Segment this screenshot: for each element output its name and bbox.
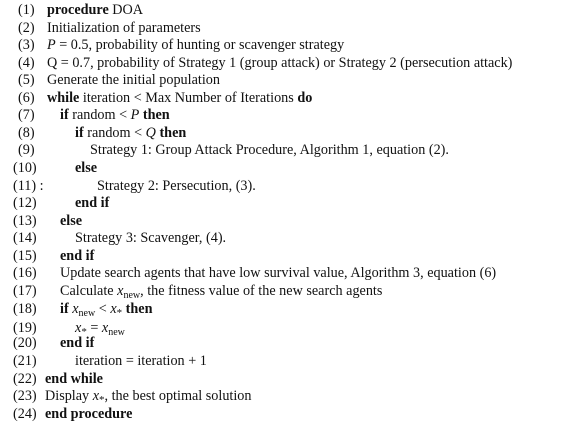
code-text: DOA bbox=[108, 2, 144, 18]
code-text: random < bbox=[83, 124, 146, 141]
line-number: (2) bbox=[18, 19, 35, 36]
code-text: Strategy 3: Scavenger, (4). bbox=[75, 230, 227, 247]
line-number: (7) bbox=[18, 107, 35, 124]
code-text: Generate the initial population bbox=[47, 72, 220, 89]
keyword: end procedure bbox=[45, 405, 133, 422]
code-text: Strategy 1: Group Attack Procedure, Algorithm 1, equation (2). bbox=[90, 142, 449, 159]
line-number: (5) bbox=[18, 72, 35, 89]
keyword: if bbox=[75, 124, 84, 141]
code-text: iteration = iteration + 1 bbox=[75, 353, 207, 369]
code-text: Calculate bbox=[60, 282, 118, 299]
line-number: (24) bbox=[13, 405, 37, 422]
line-number: (10) bbox=[13, 159, 37, 176]
code-text: Strategy 2: Persecution, (3). bbox=[97, 177, 256, 194]
line-code bbox=[47, 90, 312, 107]
line-code bbox=[45, 371, 103, 388]
line-code bbox=[60, 248, 94, 265]
code-text: < bbox=[95, 301, 111, 318]
code-text: x bbox=[110, 301, 117, 318]
subscript: new bbox=[108, 326, 125, 338]
line-code bbox=[75, 353, 207, 370]
line-number: (8) bbox=[18, 124, 35, 141]
code-text: * bbox=[99, 394, 105, 407]
line-number: (19) bbox=[13, 319, 37, 336]
keyword: then bbox=[139, 107, 170, 124]
line-number: (6) bbox=[18, 89, 35, 106]
code-text: P bbox=[47, 37, 56, 54]
line-number: (11) : bbox=[13, 177, 44, 194]
subscript: new bbox=[123, 289, 141, 301]
keyword: do bbox=[297, 89, 313, 106]
code-text: x bbox=[101, 319, 109, 336]
line-code bbox=[75, 160, 97, 177]
keyword: while bbox=[47, 89, 80, 106]
line-code bbox=[97, 178, 256, 195]
line-number: (21) bbox=[13, 353, 37, 369]
code-text: random < bbox=[68, 107, 131, 124]
code-text: = bbox=[86, 319, 102, 336]
line-code bbox=[75, 230, 226, 247]
code-text: Update search agents that have low survival value, Algorithm 3, equation (6) bbox=[60, 265, 497, 282]
code-text: , the best optimal solution bbox=[104, 388, 252, 405]
line-code bbox=[75, 195, 109, 212]
line-number: (20) bbox=[13, 335, 37, 352]
line-number: (14) bbox=[13, 230, 37, 247]
line-code bbox=[60, 213, 82, 230]
code-text: Display bbox=[45, 388, 93, 405]
line-code bbox=[60, 283, 382, 300]
keyword: then bbox=[122, 301, 153, 318]
line-number: (12) bbox=[13, 195, 37, 212]
line-code bbox=[60, 265, 496, 282]
code-text: Initialization of parameters bbox=[47, 19, 201, 36]
code-text: P bbox=[130, 107, 140, 124]
code-text: * bbox=[116, 307, 123, 320]
line-number: (18) bbox=[13, 301, 37, 318]
line-code bbox=[47, 55, 512, 72]
line-number: (1) bbox=[18, 2, 35, 18]
code-text: = 0.5, probability of hunting or scavenger strategy bbox=[55, 37, 345, 54]
code-text: x bbox=[92, 388, 99, 405]
code-text: Q bbox=[145, 124, 156, 141]
code-text: x bbox=[117, 282, 124, 299]
line-code bbox=[47, 72, 220, 89]
line-code bbox=[47, 2, 143, 19]
keyword: else bbox=[75, 159, 98, 176]
code-text: x bbox=[72, 301, 79, 318]
line-number: (3) bbox=[18, 37, 35, 54]
keyword: end if bbox=[60, 247, 95, 264]
line-number: (15) bbox=[13, 247, 37, 264]
line-code bbox=[75, 125, 186, 142]
code-text: x bbox=[75, 319, 82, 336]
line-code bbox=[60, 335, 94, 352]
line-number: (9) bbox=[18, 142, 35, 159]
line-number: (23) bbox=[13, 388, 37, 405]
line-code bbox=[45, 406, 132, 423]
line-number: (16) bbox=[13, 265, 37, 282]
keyword: end if bbox=[60, 335, 95, 352]
code-text: iteration < Max Number of Iterations bbox=[79, 89, 298, 106]
code-text: , the fitness value of the new search agents bbox=[140, 282, 383, 299]
subscript: new bbox=[78, 308, 96, 320]
line-code bbox=[90, 142, 449, 159]
line-code bbox=[47, 20, 201, 37]
line-number: (17) bbox=[13, 282, 37, 299]
line-number: (22) bbox=[13, 370, 37, 387]
keyword: procedure bbox=[47, 2, 109, 18]
keyword: then bbox=[155, 124, 187, 141]
keyword: if bbox=[60, 301, 73, 318]
line-code bbox=[60, 107, 170, 124]
line-code bbox=[60, 301, 152, 318]
code-text: * bbox=[81, 325, 87, 338]
line-code bbox=[47, 37, 344, 54]
line-number: (13) bbox=[13, 212, 37, 229]
code-text: Q = 0.7, probability of Strategy 1 (group attack) or Strategy 2 (persecution attack) bbox=[47, 54, 513, 71]
line-number: (4) bbox=[18, 54, 35, 71]
keyword: if bbox=[60, 107, 69, 124]
keyword: end while bbox=[45, 370, 103, 387]
line-code bbox=[45, 388, 252, 405]
keyword: end if bbox=[75, 195, 110, 212]
keyword: else bbox=[60, 212, 83, 229]
